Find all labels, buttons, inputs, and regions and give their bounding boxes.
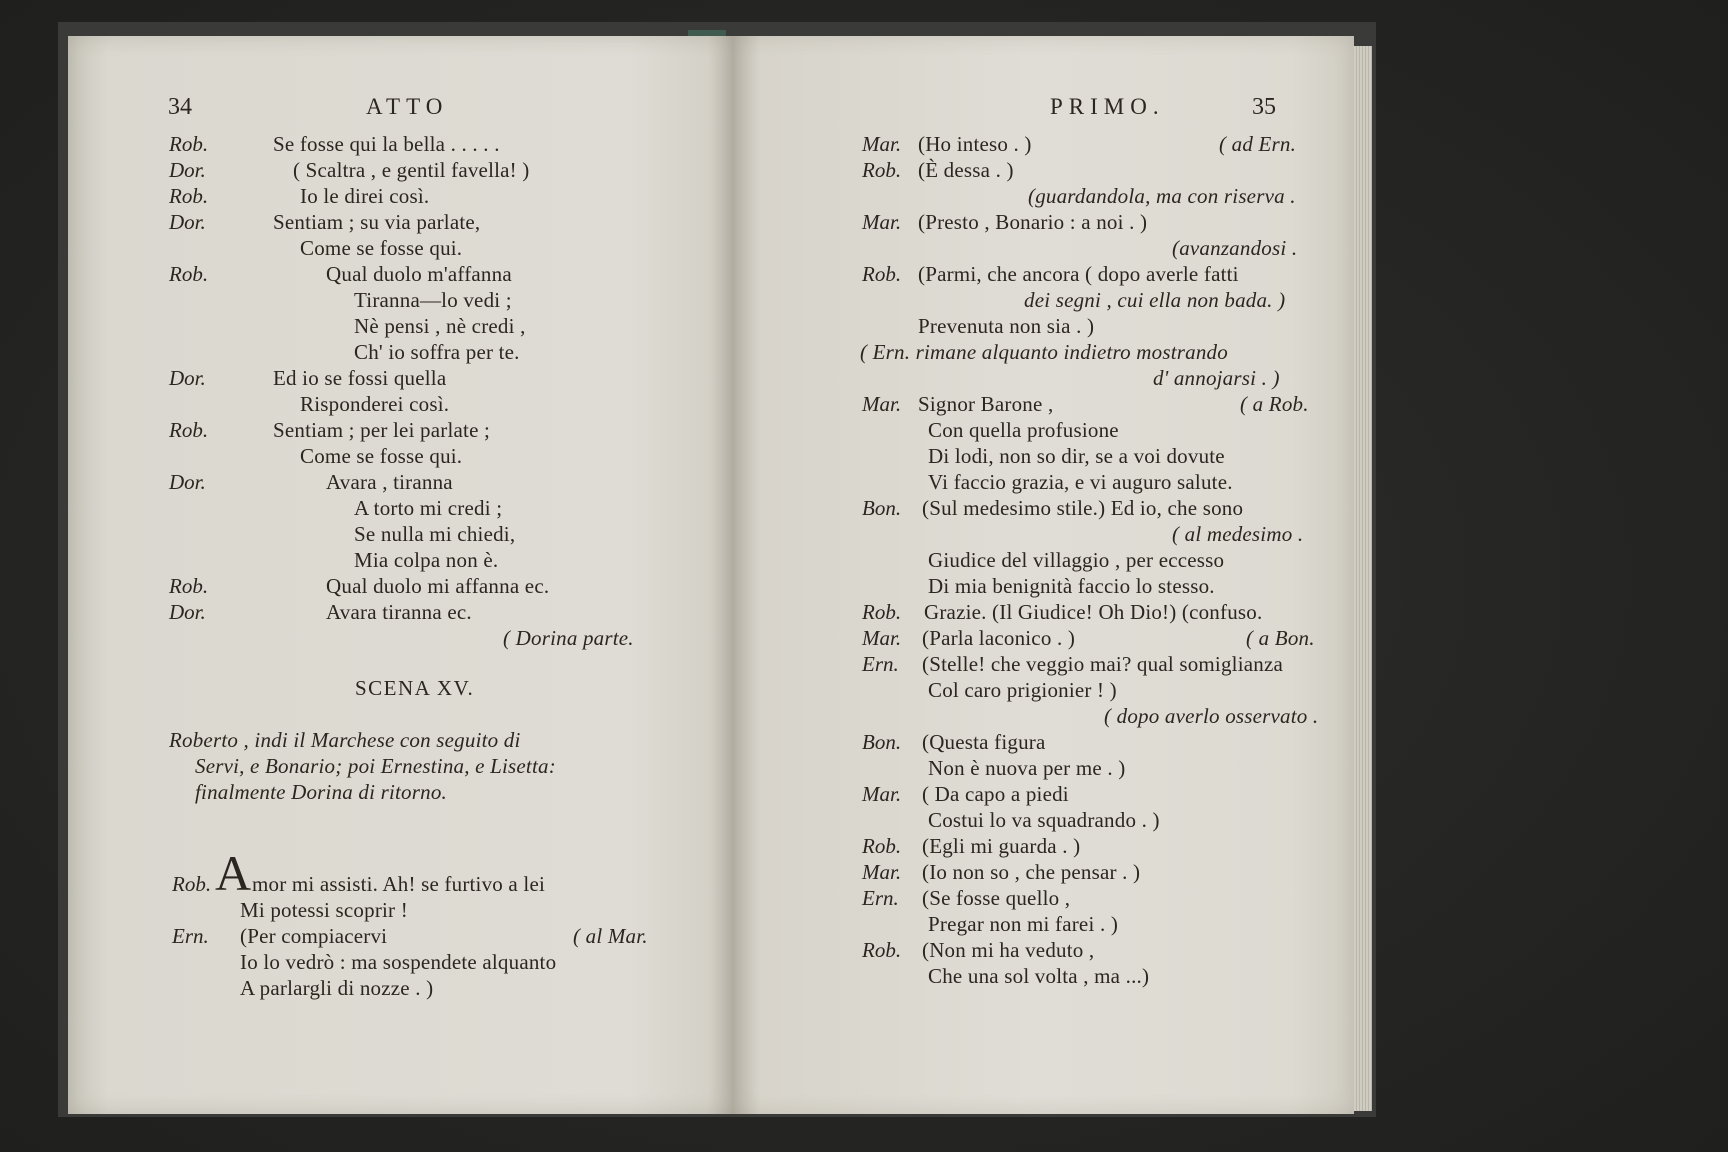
speaker: Bon. xyxy=(862,496,902,520)
verse-line: Se nulla mi chiedi, xyxy=(354,522,516,546)
verse-line: A torto mi credi ; xyxy=(354,496,503,520)
verse-line: Di lodi, non so dir, se a voi dovute xyxy=(928,444,1225,468)
stage-direction: ( Dorina parte. xyxy=(503,626,634,650)
verse-line: (Questa figura xyxy=(922,730,1046,754)
verse-line: Io le direi così. xyxy=(300,184,430,208)
speaker: Rob. xyxy=(169,574,209,598)
stage-direction: ( al medesimo . xyxy=(1172,522,1304,546)
speaker: Dor. xyxy=(169,366,206,390)
verse-line: (Non mi ha veduto , xyxy=(922,938,1095,962)
verse-line: (Parmi, che ancora ( dopo averle fatti xyxy=(918,262,1239,286)
stage-direction: ( dopo averlo osservato . xyxy=(1104,704,1319,728)
verse-line: Pregar non mi farei . ) xyxy=(928,912,1119,936)
verse-line: (Per compiacervi xyxy=(240,924,388,948)
speaker: Rob. xyxy=(169,418,209,442)
verse-line: Nè pensi , nè credi , xyxy=(354,314,526,338)
verse-line: (Egli mi guarda . ) xyxy=(922,834,1081,858)
stage-direction: ( al Mar. xyxy=(573,924,648,948)
speaker: Dor. xyxy=(169,470,206,494)
verse-line: Grazie. (Il Giudice! Oh Dio!) (confuso. xyxy=(924,600,1263,624)
verse-line: Giudice del villaggio , per eccesso xyxy=(928,548,1225,572)
speaker: Dor. xyxy=(169,600,206,624)
verse-line: mor mi assisti. Ah! se furtivo a lei xyxy=(252,872,545,896)
page-number: 34 xyxy=(168,94,192,120)
running-head: PRIMO. xyxy=(1050,94,1165,119)
scene-cast-line: Roberto , indi il Marchese con seguito di xyxy=(169,728,521,752)
speaker: Ern. xyxy=(862,652,899,676)
verse-line: (Stelle! che veggio mai? qual somiglianza xyxy=(922,652,1283,676)
verse-line: Qual duolo m'affanna xyxy=(326,262,512,286)
verse-line: Tiranna—lo vedi ; xyxy=(354,288,512,312)
running-head: ATTO xyxy=(366,94,449,119)
verse-line: Ch' io soffra per te. xyxy=(354,340,520,364)
verse-line: ( Scaltra , e gentil favella! ) xyxy=(293,158,530,182)
verse-line: (Sul medesimo stile.) Ed io, che sono xyxy=(922,496,1244,520)
stage-direction: (guardandola, ma con riserva . xyxy=(1028,184,1296,208)
drop-cap: A xyxy=(215,845,252,901)
page-number: 35 xyxy=(1252,94,1276,120)
speaker: Mar. xyxy=(862,392,902,416)
speaker: Rob. xyxy=(862,834,902,858)
speaker: Rob. xyxy=(862,938,902,962)
verse-line: Di mia benignità faccio lo stesso. xyxy=(928,574,1215,598)
verse-line: Qual duolo mi affanna ec. xyxy=(326,574,550,598)
verse-line: Avara , tiranna xyxy=(326,470,453,494)
speaker: Rob. xyxy=(169,132,209,156)
verse-line: Avara tiranna ec. xyxy=(326,600,472,624)
scene-title: SCENA XV. xyxy=(355,676,475,700)
stage-direction: ( a Rob. xyxy=(1240,392,1309,416)
verse-line: Che una sol volta , ma ...) xyxy=(928,964,1150,988)
verse-line: A parlargli di nozze . ) xyxy=(240,976,434,1000)
speaker: Dor. xyxy=(169,158,206,182)
verse-line: (Presto , Bonario : a noi . ) xyxy=(918,210,1148,234)
verse-line: Mia colpa non è. xyxy=(354,548,499,572)
verse-line: (Ho inteso . ) xyxy=(918,132,1032,156)
verse-line: (Parla laconico . ) xyxy=(922,626,1076,650)
speaker: Rob. xyxy=(172,872,212,896)
speaker: Mar. xyxy=(862,210,902,234)
scene-cast-line: finalmente Dorina di ritorno. xyxy=(195,780,447,804)
speaker: Dor. xyxy=(169,210,206,234)
speaker: Mar. xyxy=(862,860,902,884)
verse-line: Signor Barone , xyxy=(918,392,1054,416)
verse-line: Risponderei così. xyxy=(300,392,450,416)
verse-line: Mi potessi scoprir ! xyxy=(240,898,408,922)
verse-line: Ed io se fossi quella xyxy=(273,366,447,390)
stage-direction: (avanzandosi . xyxy=(1172,236,1298,260)
speaker: Mar. xyxy=(862,782,902,806)
open-book xyxy=(68,36,1370,1116)
speaker: Rob. xyxy=(169,262,209,286)
page-edges xyxy=(1354,46,1372,1111)
verse-line: Come se fosse qui. xyxy=(300,236,463,260)
speaker: Mar. xyxy=(862,626,902,650)
verse-line: (Io non so , che pensar . ) xyxy=(922,860,1141,884)
verse-line: Costui lo va squadrando . ) xyxy=(928,808,1160,832)
left-page xyxy=(68,36,732,1114)
speaker: Rob. xyxy=(862,262,902,286)
right-page xyxy=(732,36,1354,1114)
verse-line: Col caro prigionier ! ) xyxy=(928,678,1117,702)
verse-line: Come se fosse qui. xyxy=(300,444,463,468)
verse-line: Sentiam ; su via parlate, xyxy=(273,210,481,234)
verse-line: Vi faccio grazia, e vi auguro salute. xyxy=(928,470,1233,494)
speaker: Ern. xyxy=(172,924,209,948)
speaker: Ern. xyxy=(862,886,899,910)
speaker: Rob. xyxy=(169,184,209,208)
scene-cast-line: Servi, e Bonario; poi Ernestina, e Lisetta: xyxy=(195,754,556,778)
stage-direction: d' annojarsi . ) xyxy=(1153,366,1280,390)
stage-direction: ( a Bon. xyxy=(1246,626,1315,650)
verse-line: Non è nuova per me . ) xyxy=(928,756,1126,780)
speaker: Mar. xyxy=(862,132,902,156)
verse-line: Sentiam ; per lei parlate ; xyxy=(273,418,491,442)
stage-direction: ( ad Ern. xyxy=(1219,132,1297,156)
verse-line: (È dessa . ) xyxy=(918,158,1014,182)
speaker: Rob. xyxy=(862,600,902,624)
verse-line: Se fosse qui la bella . . . . . xyxy=(273,132,500,156)
verse-line: Io lo vedrò : ma sospendete alquanto xyxy=(240,950,557,974)
speaker: Rob. xyxy=(862,158,902,182)
stage-direction: ( Ern. rimane alquanto indietro mostrando xyxy=(860,340,1228,364)
verse-line: Prevenuta non sia . ) xyxy=(918,314,1095,338)
verse-line: Con quella profusione xyxy=(928,418,1119,442)
stage-direction: dei segni , cui ella non bada. ) xyxy=(1024,288,1286,312)
speaker: Bon. xyxy=(862,730,902,754)
verse-line: (Se fosse quello , xyxy=(922,886,1071,910)
verse-line: ( Da capo a piedi xyxy=(922,782,1069,806)
